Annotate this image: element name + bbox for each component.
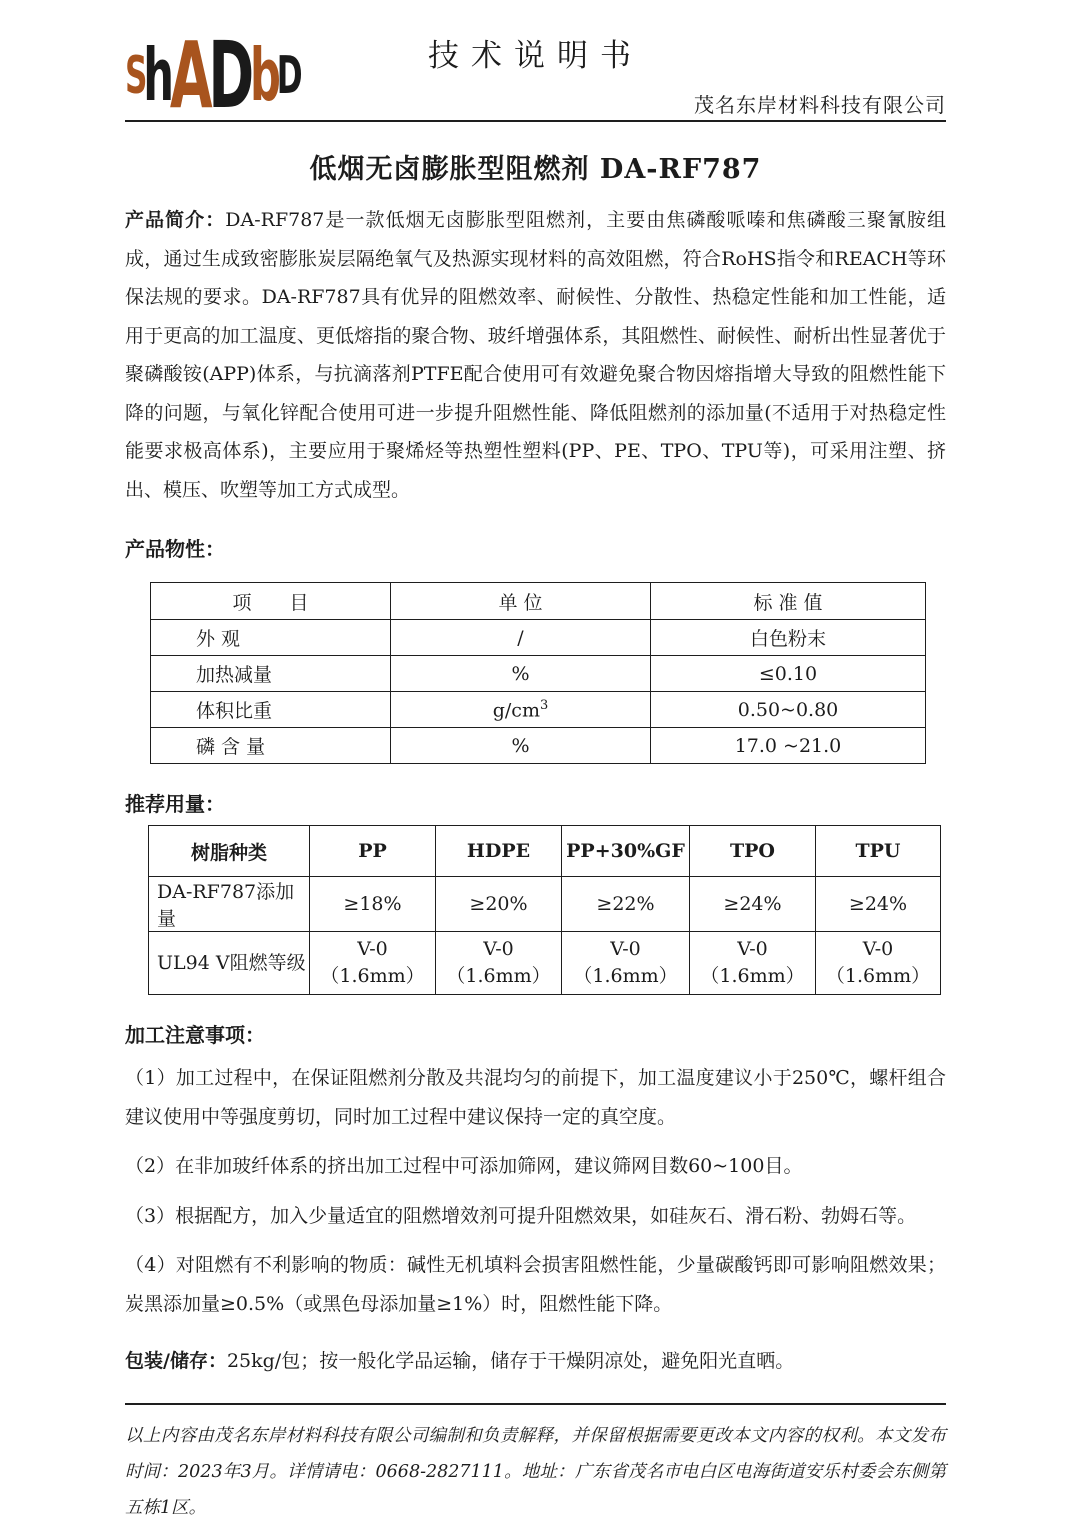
section-label-dosage: 推荐用量： — [125, 792, 225, 816]
cell-ul94-ppgf — [562, 932, 690, 995]
cell-addition-pp: ≥18% — [310, 877, 436, 932]
row-label-addition: DA-RF787添加量 — [149, 877, 310, 932]
header-cell-resin: 树脂种类 — [149, 826, 310, 877]
ul94-thickness: （1.6mm） — [446, 965, 551, 987]
packaging-paragraph — [125, 1342, 946, 1381]
cell-unit: / — [391, 620, 651, 656]
unit-superscript: 3 — [539, 697, 549, 713]
document-title: 低烟无卤膨胀型阻燃剂 DA-RF787 — [309, 154, 762, 185]
cell-ul94-hdpe — [436, 932, 562, 995]
table-row-addition — [149, 877, 941, 932]
cell-ul94-tpo — [690, 932, 816, 995]
processing-note-1: （1）加工过程中，在保证阻燃剂分散及共混均匀的前提下，加工温度建议小于250℃，螺杆组合建议使用中等强度剪切，同时加工过程中建议保持一定的真空度。 — [125, 1067, 946, 1128]
logo-letter: S — [125, 45, 144, 106]
ul94-rating: V-0 — [862, 938, 894, 960]
cell-value: ≤0.10 — [651, 656, 926, 692]
ul94-thickness: （1.6mm） — [320, 965, 425, 987]
cell-item: 加热减量 — [151, 656, 391, 692]
section-label-physical: 产品物性： — [125, 537, 225, 561]
processing-note-2: （2）在非加玻纤体系的挤出加工过程中可添加筛网，建议筛网目数60~100目。 — [125, 1155, 803, 1177]
cell-ul94-pp — [310, 932, 436, 995]
table-row — [151, 692, 926, 728]
company-name: 茂名东岸材料科技有限公司 — [694, 93, 946, 117]
cell-value: 17.0 ~21.0 — [651, 728, 926, 764]
ul94-thickness: （1.6mm） — [700, 965, 805, 987]
header-cell-standard: 标 准 值 — [651, 583, 926, 620]
table-row — [151, 620, 926, 656]
intro-text: DA-RF787是一款低烟无卤膨胀型阻燃剂，主要由焦磷酸哌嗪和焦磷酸三聚氰胺组成，通过生成致密膨胀炭层隔绝氧气及热源实现材料的高效阻燃，符合RoHS指令和REACH等环保法规的要求。DA-RF787具有优异的阻燃效率、耐候性、分散性、热稳定性能和加工性能，适用于更高的加工温度、更低熔指的聚合物、玻纤增强体系，其阻燃性、耐候性、耐析出性显著优于聚磷酸铵(APP)体系，与抗滴落剂PTFE配合使用可有效避免聚合物因熔指增大导致的阻燃性能下降的问题，与氧化锌配合使用可进一步提升阻燃性能、降低阻燃剂的添加量(不适用于对热稳定性能要求极高体系)，主要应用于聚烯烃等热塑性塑料(PP、PE、TPO、TPU等)，可采用注塑、挤出、模压、吹塑等加工方式成型。 — [125, 209, 946, 501]
header-cell-tpu: TPU — [816, 826, 941, 877]
cell-addition-tpu: ≥24% — [816, 877, 941, 932]
cell-value: 0.50~0.80 — [651, 692, 926, 728]
row-label-ul94: UL94 V阻燃等级 — [149, 932, 310, 995]
table-header-row — [149, 826, 941, 877]
document-header — [125, 22, 946, 130]
packaging-label: 包装/储存： — [125, 1350, 227, 1372]
header-cell-ppgf: PP+30%GF — [562, 826, 690, 877]
table-row — [151, 728, 926, 764]
unit-base: g/cm — [492, 699, 540, 722]
ul94-thickness: （1.6mm） — [825, 965, 931, 987]
header-cell-unit: 单 位 — [391, 583, 651, 620]
ul94-rating: V-0 — [610, 938, 641, 960]
table-row — [151, 656, 926, 692]
ul94-thickness: （1.6mm） — [573, 965, 678, 987]
cell-item: 磷 含 量 — [151, 728, 391, 764]
ul94-rating: V-0 — [737, 938, 768, 960]
processing-note-4: （4）对阻燃有不利影响的物质：碱性无机填料会损害阻燃性能，少量碳酸钙即可影响阻燃效果；炭黑添加量≥0.5%（或黑色母添加量≥1%）时，阻燃性能下降。 — [125, 1254, 946, 1315]
table-header-row — [151, 583, 926, 620]
doc-type-title: 技术说明书 — [428, 38, 643, 74]
ul94-rating: V-0 — [483, 938, 514, 960]
header-cell-item: 项 目 — [151, 583, 391, 620]
processing-note-3: （3）根据配方，加入少量适宜的阻燃增效剂可提升阻燃效果，如硅灰石、滑石粉、勃姆石等。 — [125, 1204, 917, 1227]
packaging-text: 25kg/包；按一般化学品运输，储存于干燥阴凉处，避免阳光直晒。 — [226, 1350, 795, 1372]
physical-properties-table — [150, 582, 926, 764]
cell-unit: % — [391, 728, 651, 764]
logo-letter: h — [143, 33, 170, 118]
intro-paragraph — [125, 201, 946, 509]
cell-ul94-tpu — [816, 932, 941, 995]
cell-unit — [391, 692, 651, 728]
cell-addition-tpo: ≥24% — [690, 877, 816, 932]
cell-unit: % — [391, 656, 651, 692]
dosage-table — [148, 825, 941, 995]
logo-letter: D — [276, 45, 299, 106]
intro-label: 产品简介： — [125, 209, 226, 231]
ul94-rating: V-0 — [357, 938, 388, 960]
cell-addition-ppgf: ≥22% — [562, 877, 690, 932]
header-cell-hdpe: HDPE — [436, 826, 562, 877]
footer-disclaimer: 以上内容由茂名东岸材料科技有限公司编制和负责解释，并保留根据需要更改本文内容的权利。本文发布时间：2023年3月。详情请电：0668-2827111。地址：广东省茂名市电白区电海街道安乐村委会东侧第五栋1区。 — [125, 1403, 946, 1526]
cell-item: 外 观 — [151, 620, 391, 656]
cell-value: 白色粉末 — [651, 620, 926, 656]
cell-addition-hdpe: ≥20% — [436, 877, 562, 932]
logo-letter: D — [208, 22, 250, 130]
header-cell-tpo: TPO — [690, 826, 816, 877]
section-label-processing: 加工注意事项： — [125, 1023, 265, 1047]
header-cell-pp: PP — [310, 826, 436, 877]
table-row-ul94 — [149, 932, 941, 995]
logo-letter: b — [249, 33, 277, 118]
logo-letter: A — [169, 22, 209, 130]
cell-item: 体积比重 — [151, 692, 391, 728]
